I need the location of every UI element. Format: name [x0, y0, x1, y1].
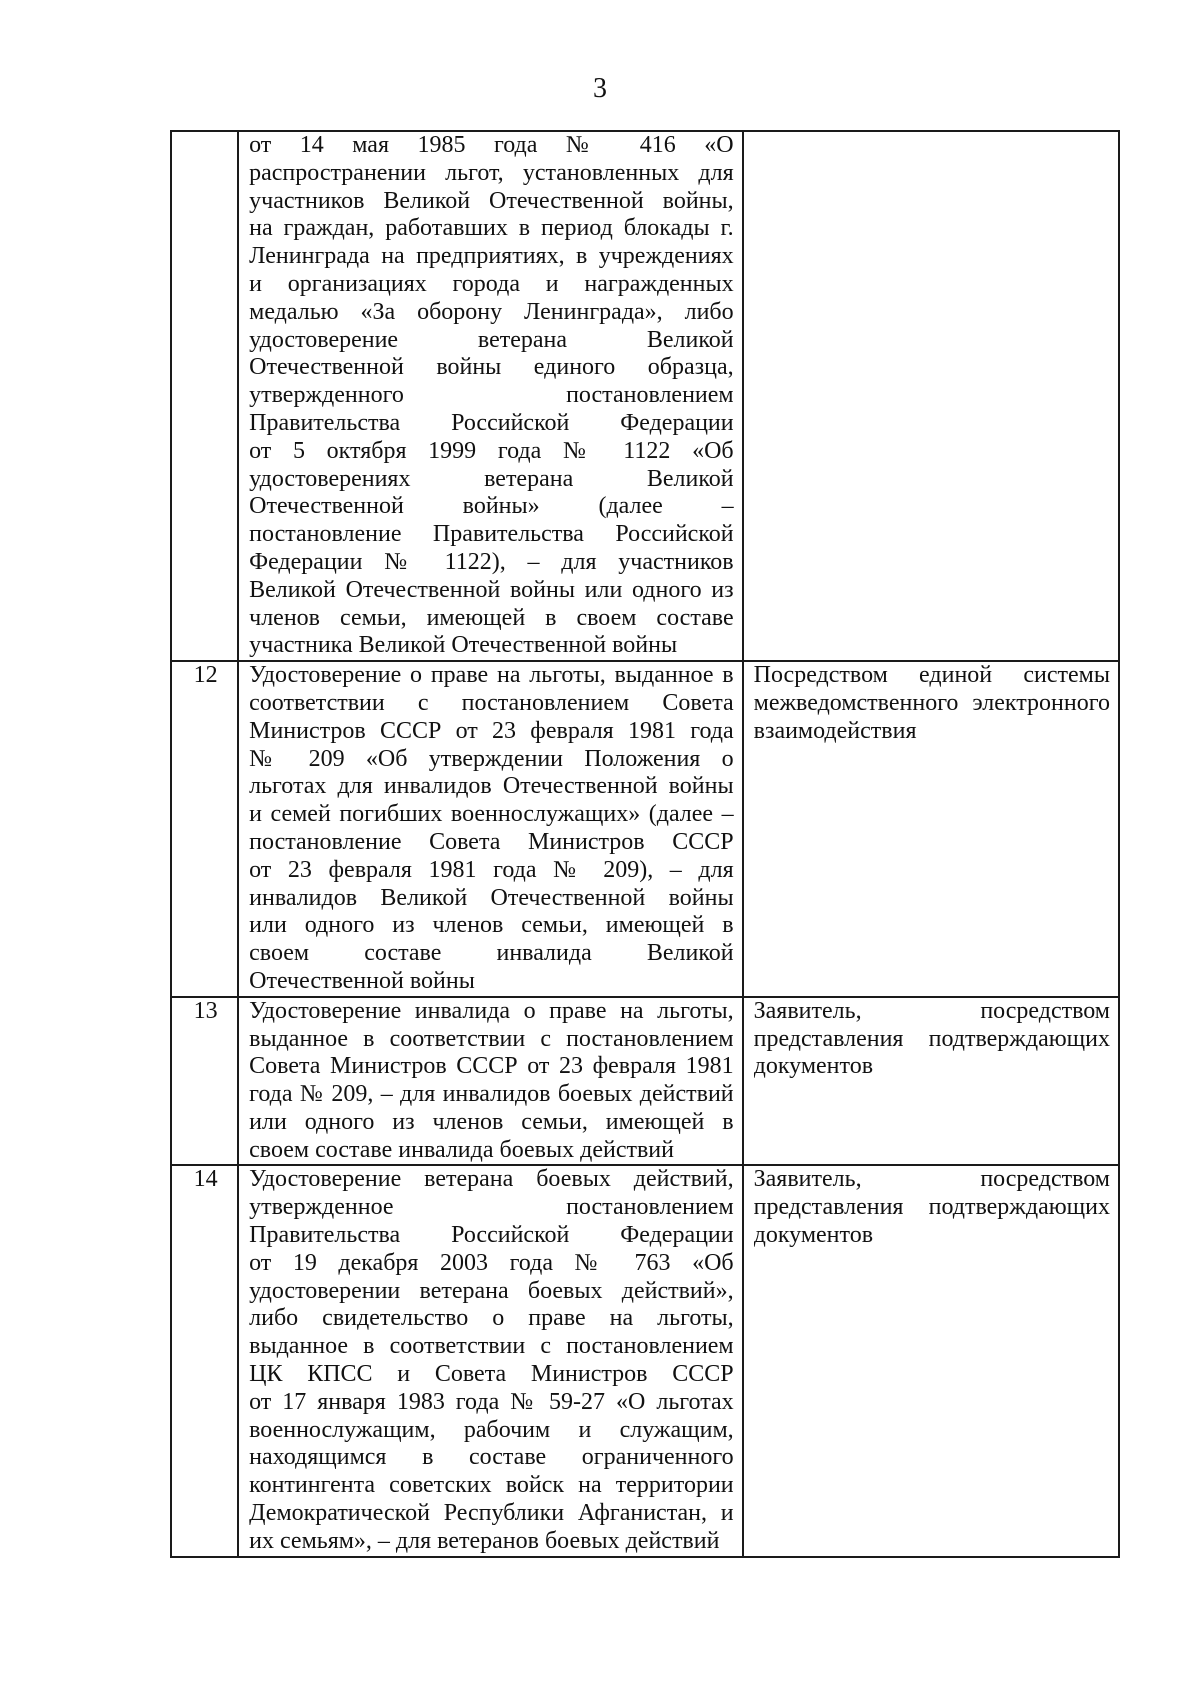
- document-text-line: утвержденное постановлением: [249, 1194, 734, 1221]
- document-text-line: распространении льгот, установленных для: [249, 159, 734, 186]
- document-text-line: военнослужащим, рабочим и служащим,: [249, 1416, 734, 1443]
- table-row: [171, 131, 1119, 661]
- submission-method-line: документов: [753, 1053, 874, 1080]
- document-text-line: инвалидов Великой Отечественной войны: [249, 884, 734, 911]
- table-row: [171, 997, 1119, 1166]
- document-text-line: участника Великой Отечественной войны: [249, 632, 678, 659]
- submission-method-cell: [743, 1165, 1119, 1556]
- document-text-line: утвержденного постановлением: [249, 382, 734, 409]
- table-row: [171, 661, 1119, 997]
- document-text-line: удостоверениях ветерана Великой: [249, 465, 734, 492]
- document-text-line: на граждан, работавших в период блокады г.: [249, 215, 734, 242]
- row-number-cell: 13: [171, 997, 238, 1166]
- documents-table: [170, 130, 1120, 1558]
- document-text-line: Отечественной войны» (далее –: [249, 493, 734, 520]
- document-text-line: их семьям», – для ветеранов боевых действий: [249, 1527, 720, 1554]
- page-number: 3: [593, 73, 607, 104]
- document-text-line: Правительства Российской Федерации: [249, 1222, 734, 1249]
- submission-method-line: Заявитель, посредством: [753, 997, 1110, 1024]
- document-text-line: от 19 декабря 2003 года № 763 «Об: [249, 1249, 734, 1276]
- document-cell: [238, 1165, 743, 1556]
- submission-method-cell: [743, 661, 1119, 997]
- document-text-line: соответствии с постановлением Совета: [249, 689, 734, 716]
- document-text-line: членов семьи, имеющей в своем составе: [249, 604, 734, 631]
- document-text-line: удостоверение ветерана Великой: [249, 326, 734, 353]
- submission-method-line: представления подтверждающих: [753, 1194, 1110, 1221]
- submission-method-line: Посредством единой системы: [753, 662, 1110, 689]
- row-number-cell: 14: [171, 1165, 238, 1556]
- document-text-line: либо свидетельство о праве на льготы,: [249, 1305, 734, 1332]
- document-text-line: Совета Министров СССР от 23 февраля 1981: [249, 1053, 734, 1080]
- document-text-line: льготах для инвалидов Отечественной войны: [249, 773, 734, 800]
- document-text-line: Ленинграда на предприятиях, в учреждениях: [249, 243, 734, 270]
- table-row: [171, 1165, 1119, 1556]
- document-text-line: Удостоверение о праве на льготы, выданное в: [249, 662, 734, 689]
- document-text-line: Удостоверение ветерана боевых действий,: [249, 1166, 734, 1193]
- document-text-line: от 14 мая 1985 года № 416 «О: [249, 132, 734, 158]
- document-text-line: ЦК КПСС и Совета Министров СССР: [249, 1361, 734, 1388]
- document-text-line: или одного из членов семьи, имеющей в: [249, 1108, 734, 1135]
- document-text-line: или одного из членов семьи, имеющей в: [249, 912, 734, 939]
- document-text-line: своем составе инвалида боевых действий: [249, 1136, 674, 1163]
- document-text-line: от 17 января 1983 года № 59-27 «О льготах: [249, 1388, 734, 1415]
- submission-method-cell: [743, 997, 1119, 1166]
- document-text-line: постановление Совета Министров СССР: [249, 828, 734, 855]
- document-cell: [238, 661, 743, 997]
- document-text-line: своем составе инвалида Великой: [249, 940, 734, 967]
- document-text-line: Министров СССР от 23 февраля 1981 года: [249, 717, 734, 744]
- submission-method-line: документов: [753, 1222, 874, 1249]
- documents-table-body: [171, 131, 1119, 1557]
- document-text-line: выданное в соответствии с постановлением: [249, 1025, 734, 1052]
- document-text-line: постановление Правительства Российской: [249, 521, 734, 548]
- document-text-line: контингента советских войск на территории: [249, 1472, 734, 1499]
- document-text-line: Демократической Республики Афганистан, и: [249, 1500, 734, 1527]
- document-text-line: и организациях города и награжденных: [249, 270, 734, 297]
- document-text-line: участников Великой Отечественной войны,: [249, 187, 734, 214]
- document-text-line: находящимся в составе ограниченного: [249, 1444, 734, 1471]
- row-number-cell: 12: [171, 661, 238, 997]
- submission-method-cell: [743, 131, 1119, 661]
- document-text-line: и семей погибших военнослужащих» (далее –: [249, 801, 734, 828]
- document-text-line: № 209 «Об утверждении Положения о: [249, 745, 734, 772]
- document-text-line: от 5 октября 1999 года № 1122 «Об: [249, 437, 734, 464]
- document-text-line: года № 209, – для инвалидов боевых действий: [249, 1081, 734, 1108]
- row-number-cell: [171, 131, 238, 661]
- document-text-line: выданное в соответствии с постановлением: [249, 1333, 734, 1360]
- document-text-line: Отечественной войны: [249, 967, 475, 994]
- submission-method-line: Заявитель, посредством: [753, 1166, 1110, 1193]
- document-text-line: Удостоверение инвалида о праве на льготы,: [249, 997, 734, 1024]
- document-text-line: Правительства Российской Федерации: [249, 409, 734, 436]
- document-text-line: удостоверении ветерана боевых действий»,: [249, 1277, 734, 1304]
- document-text-line: медалью «За оборону Ленинграда», либо: [249, 298, 734, 325]
- submission-method-line: представления подтверждающих: [753, 1025, 1110, 1052]
- document-cell: [238, 131, 743, 661]
- document-text-line: Отечественной войны единого образца,: [249, 354, 734, 381]
- document-text-line: Федерации № 1122), – для участников: [249, 548, 734, 575]
- submission-method-line: межведомственного электронного: [753, 689, 1110, 716]
- document-text-line: от 23 февраля 1981 года № 209), – для: [249, 856, 734, 883]
- document-text-line: Великой Отечественной войны или одного из: [249, 576, 734, 603]
- submission-method-line: взаимодействия: [753, 717, 917, 744]
- document-cell: [238, 997, 743, 1166]
